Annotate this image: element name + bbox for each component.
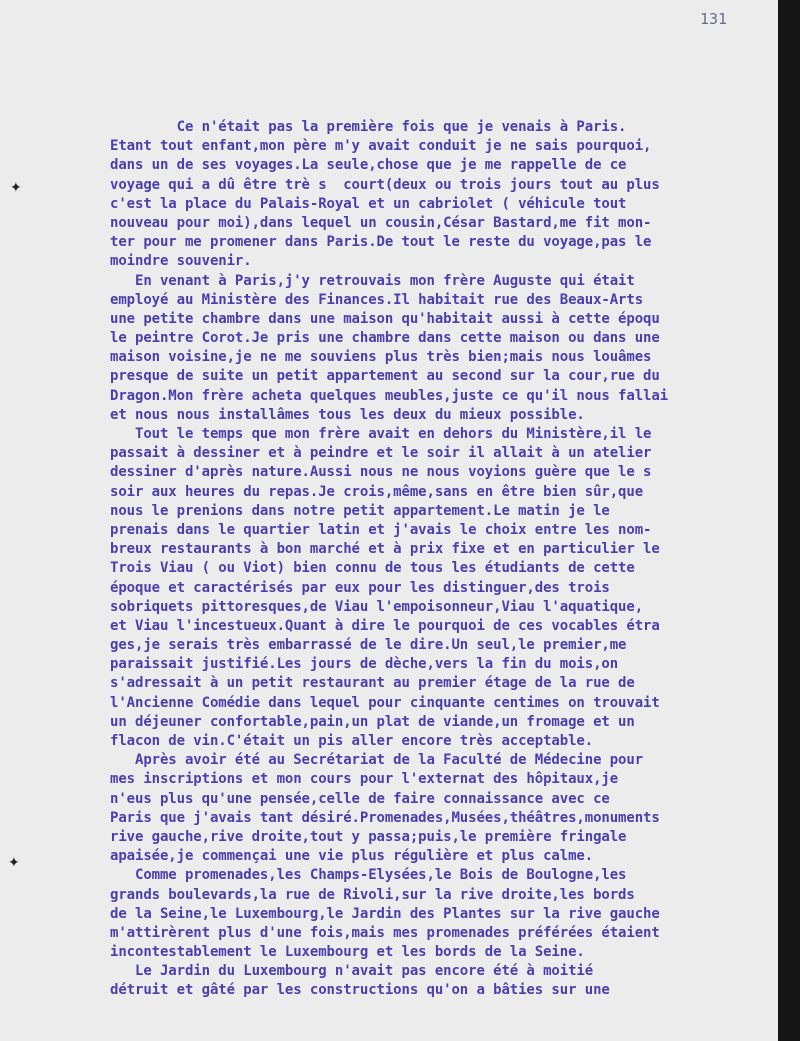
text-line: Comme promenades,les Champs-Elysées,le Bois de Boulogne,les <box>110 867 627 884</box>
text-line: nous le prenions dans notre petit appartement.Le matin je le <box>110 502 610 519</box>
text-line: ter pour me promener dans Paris.De tout le reste du voyage,pas le <box>110 234 652 251</box>
text-line: et Viau l'incestueux.Quant à dire le pourquoi de ces vocables étra <box>110 617 660 634</box>
text-line: une petite chambre dans une maison qu'habitait aussi à cette époqu <box>110 310 660 327</box>
text-line: dessiner d'après nature.Aussi nous ne nous voyions guère que le s <box>110 464 652 481</box>
text-line: s'adressait à un petit restaurant au premier étage de la rue de <box>110 675 635 692</box>
text-line <box>110 1001 770 1020</box>
text-line: presque de suite un petit appartement au second sur la cour,rue du <box>110 368 660 385</box>
text-line: un déjeuner confortable,pain,un plat de viande,un fromage et un <box>110 713 635 730</box>
text-line: Ce n'était pas la première fois que je venais à Paris. <box>110 119 627 135</box>
body-text <box>110 118 770 1020</box>
text-line: Tout le temps que mon frère avait en dehors du Ministère,il le <box>110 426 652 442</box>
text-line: mes inscriptions et mon cours pour l'externat des hôpitaux,je <box>110 771 619 788</box>
page-number: 131 <box>700 10 728 28</box>
text-line: Trois Viau ( ou Viot) bien connu de tous les étudiants de cette <box>110 560 635 577</box>
text-line: dans un de ses voyages.La seule,chose que je me rappelle de ce <box>110 157 627 174</box>
text-line: l'Ancienne Comédie dans lequel pour cinquante centimes on trouvait <box>110 694 660 711</box>
text-line: Paris que j'avais tant désiré.Promenades,Musées,théâtres,monuments <box>110 809 660 826</box>
text-line: breux restaurants à bon marché et à prix fixe et en particulier le <box>110 541 660 558</box>
margin-mark-icon: ✦ <box>8 855 20 871</box>
text-line: Après avoir été au Secrétariat de la Faculté de Médecine pour <box>110 752 644 769</box>
text-line: et nous nous installâmes tous les deux du mieux possible. <box>110 406 585 423</box>
text-line: n'eus plus qu'une pensée,celle de faire connaissance avec ce <box>110 790 610 807</box>
text-line: détruit et gâté par les constructions qu'on a bâties sur une <box>110 982 610 999</box>
scan-edge <box>778 0 800 1041</box>
text-line: rive gauche,rive droite,tout y passa;puis,le première fringale <box>110 828 627 845</box>
text-line: Etant tout enfant,mon père m'y avait conduit je ne sais pourquoi, <box>110 138 652 155</box>
text-line: de la Seine,le Luxembourg,le Jardin des Plantes sur la rive gauche <box>110 905 660 922</box>
text-line: paraissait justifié.Les jours de dèche,vers la fin du mois,on <box>110 656 619 673</box>
text-line: m'attirèrent plus d'une fois,mais mes promenades préférées étaient <box>110 924 660 941</box>
text-line: le peintre Corot.Je pris une chambre dans cette maison ou dans une <box>110 330 660 347</box>
text-line: ges,je serais très embarrassé de le dire.Un seul,le premier,me <box>110 637 627 654</box>
text-line: Le Jardin du Luxembourg n'avait pas encore été à moitié <box>110 963 594 980</box>
margin-mark-icon: ✦ <box>10 180 22 196</box>
text-line: apaisée,je commençai une vie plus régulière et plus calme. <box>110 848 594 865</box>
text-line: voyage qui a dû être trè s court(deux ou trois jours tout au plus <box>110 176 660 193</box>
text-line: c'est la place du Palais-Royal et un cabriolet ( véhicule tout <box>110 195 627 212</box>
text-line: Dragon.Mon frère acheta quelques meubles,juste ce qu'il nous fallai <box>110 387 669 404</box>
text-line: flacon de vin.C'était un pis aller encore très acceptable. <box>110 733 594 749</box>
text-line: incontestablement le Luxembourg et les bords de la Seine. <box>110 944 585 961</box>
text-line: époque et caractérisés par eux pour les distinguer,des trois <box>110 579 610 596</box>
text-line: grands boulevards,la rue de Rivoli,sur la rive droite,les bords <box>110 886 635 903</box>
text-line: employé au Ministère des Finances.Il habitait rue des Beaux-Arts <box>110 291 644 308</box>
text-line: maison voisine,je ne me souviens plus très bien;mais nous louâmes <box>110 349 652 366</box>
text-line: nouveau pour moi),dans lequel un cousin,César Bastard,me fit mon- <box>110 214 652 231</box>
text-line: En venant à Paris,j'y retrouvais mon frère Auguste qui était <box>110 272 635 289</box>
text-line: passait à dessiner et à peindre et le soir il allait à un atelier <box>110 445 652 462</box>
text-line: soir aux heures du repas.Je crois,même,sans en être bien sûr,que <box>110 483 644 500</box>
text-line: prenais dans le quartier latin et j'avais le choix entre les nom- <box>110 521 652 538</box>
text-line: moindre souvenir. <box>110 253 252 270</box>
text-line: sobriquets pittoresques,de Viau l'empoisonneur,Viau l'aquatique, <box>110 598 644 615</box>
